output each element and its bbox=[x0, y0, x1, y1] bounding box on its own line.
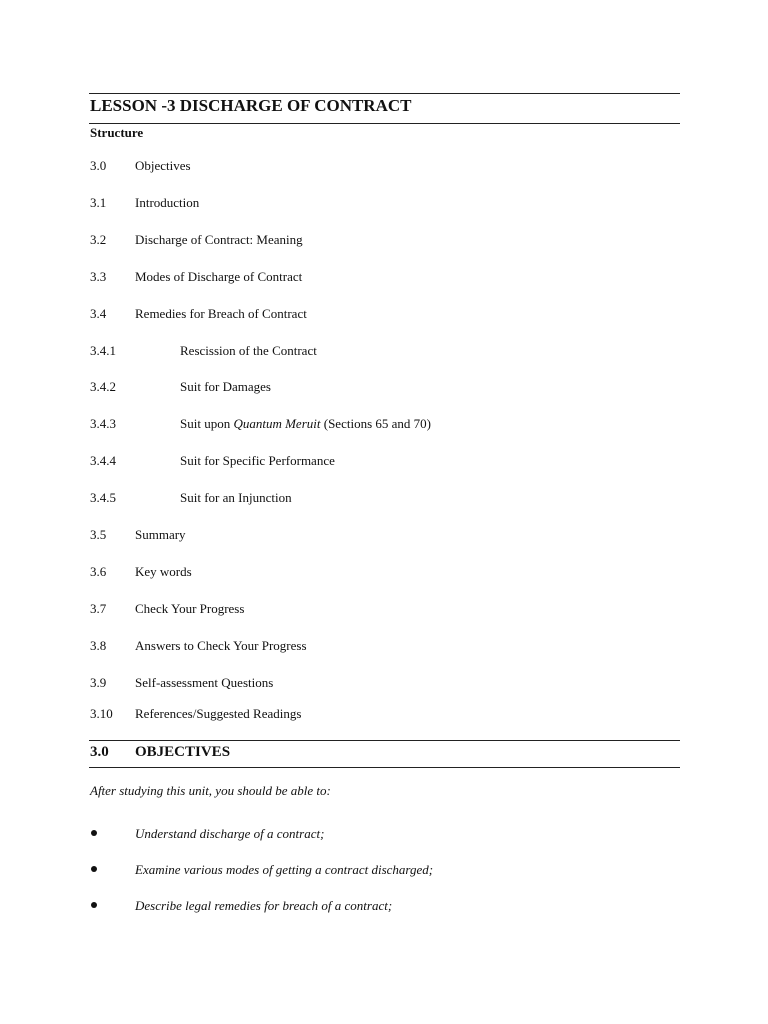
toc-item-3-4-2 bbox=[90, 379, 680, 397]
toc-number: 3.4.3 bbox=[90, 416, 116, 431]
toc-item-3-10 bbox=[90, 706, 680, 724]
toc-number: 3.1 bbox=[90, 195, 107, 210]
toc-number: 3.2 bbox=[90, 232, 107, 247]
toc-item-3-7 bbox=[90, 601, 680, 619]
objectives-intro: After studying this unit, you should be able to: bbox=[90, 783, 331, 798]
toc-item-3-6 bbox=[90, 564, 680, 582]
toc-label: Key words bbox=[135, 564, 192, 579]
toc-number: 3.10 bbox=[90, 706, 113, 721]
objectives-bottom-rule bbox=[89, 767, 680, 768]
toc-item-3-4-4 bbox=[90, 453, 680, 471]
toc-number: 3.7 bbox=[90, 601, 107, 616]
toc-item-3-0 bbox=[90, 158, 680, 176]
toc-item-3-1 bbox=[90, 195, 680, 213]
toc-label bbox=[180, 416, 431, 432]
bullet-dot-icon bbox=[91, 830, 97, 836]
toc-label: Answers to Check Your Progress bbox=[135, 638, 307, 653]
objective-text: Understand discharge of a contract; bbox=[135, 826, 325, 841]
toc-label: Check Your Progress bbox=[135, 601, 245, 616]
toc-number: 3.6 bbox=[90, 564, 107, 579]
objective-text: Describe legal remedies for breach of a contract; bbox=[135, 898, 393, 913]
toc-number: 3.3 bbox=[90, 269, 107, 284]
toc-number: 3.4.1 bbox=[90, 343, 116, 358]
toc-number: 3.4 bbox=[90, 306, 107, 321]
toc-label: Discharge of Contract: Meaning bbox=[135, 232, 303, 247]
objective-text: Examine various modes of getting a contract discharged; bbox=[135, 862, 434, 877]
toc-item-3-4-3 bbox=[90, 416, 680, 434]
bullet-dot-icon bbox=[91, 902, 97, 908]
title-top-rule bbox=[89, 93, 680, 94]
toc-number: 3.0 bbox=[90, 158, 107, 173]
toc-label-prefix: Suit upon bbox=[180, 416, 234, 431]
toc-item-3-2 bbox=[90, 232, 680, 250]
toc-item-3-5 bbox=[90, 527, 680, 545]
toc-label: Objectives bbox=[135, 158, 191, 173]
title-bottom-rule bbox=[89, 123, 680, 124]
toc-item-3-8 bbox=[90, 638, 680, 656]
section-number: 3.0 bbox=[90, 744, 109, 760]
toc-label: Suit for Specific Performance bbox=[180, 453, 335, 468]
objective-bullet bbox=[90, 826, 680, 844]
lesson-title: LESSON -3 DISCHARGE OF CONTRACT bbox=[90, 96, 412, 115]
toc-number: 3.4.5 bbox=[90, 490, 116, 505]
toc-number: 3.4.2 bbox=[90, 379, 116, 394]
toc-item-3-4-5 bbox=[90, 490, 680, 508]
bullet-dot-icon bbox=[91, 866, 97, 872]
toc-number: 3.8 bbox=[90, 638, 107, 653]
toc-label: Suit for Damages bbox=[180, 379, 271, 394]
objective-bullet bbox=[90, 898, 680, 916]
toc-label: Summary bbox=[135, 527, 186, 542]
toc-number: 3.9 bbox=[90, 675, 107, 690]
toc-label: Suit for an Injunction bbox=[180, 490, 292, 505]
structure-label: Structure bbox=[90, 125, 144, 140]
toc-item-3-9 bbox=[90, 675, 680, 693]
objective-bullet bbox=[90, 862, 680, 880]
toc-label: References/Suggested Readings bbox=[135, 706, 302, 721]
toc-label: Self-assessment Questions bbox=[135, 675, 274, 690]
section-title: OBJECTIVES bbox=[135, 744, 231, 760]
toc-item-3-4 bbox=[90, 306, 680, 324]
toc-number: 3.4.4 bbox=[90, 453, 116, 468]
toc-label: Modes of Discharge of Contract bbox=[135, 269, 303, 284]
toc-item-3-4-1 bbox=[90, 343, 680, 361]
toc-number: 3.5 bbox=[90, 527, 107, 542]
toc-label-italic: Quantum Meruit bbox=[233, 416, 321, 431]
toc-item-3-3 bbox=[90, 269, 680, 287]
objectives-top-rule bbox=[89, 740, 680, 741]
toc-label: Introduction bbox=[135, 195, 200, 210]
toc-label-suffix: (Sections 65 and 70) bbox=[320, 416, 431, 431]
toc-label: Remedies for Breach of Contract bbox=[135, 306, 307, 321]
toc-label: Rescission of the Contract bbox=[180, 343, 317, 358]
